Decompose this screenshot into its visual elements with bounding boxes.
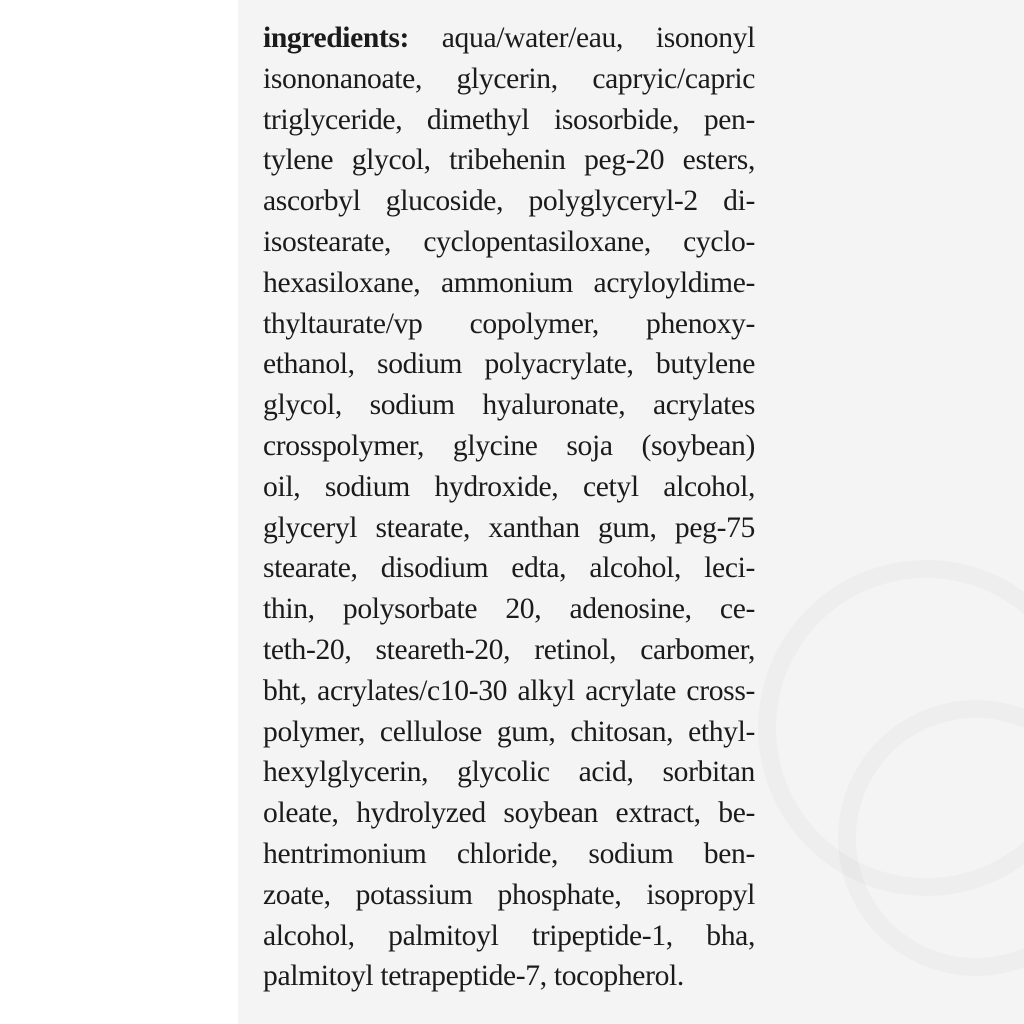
ingredients-line: tylene glycol, tribehenin peg-20 esters,	[263, 144, 755, 177]
ingredients-list	[263, 18, 763, 997]
ingredients-line: hexylglycerin, glycolic acid, sorbitan	[263, 756, 755, 789]
ingredients-line: thin, polysorbate 20, adenosine, ce-	[263, 593, 755, 626]
ingredients-line: stearate, disodium edta, alcohol, leci-	[263, 552, 755, 585]
ingredients-line: polymer, cellulose gum, chitosan, ethyl-	[263, 715, 755, 748]
ingredients-line: glycol, sodium hyaluronate, acrylates	[263, 389, 755, 422]
ingredients-line: crosspolymer, glycine soja (soybean)	[263, 429, 755, 462]
ingredients-line: hexasiloxane, ammonium acryloyldime-	[263, 266, 755, 299]
ingredients-line: palmitoyl tetrapeptide-7, tocopherol.	[263, 960, 684, 993]
ingredients-line: ascorbyl glucoside, polyglyceryl-2 di-	[263, 185, 755, 218]
ingredients-line: teth-20, steareth-20, retinol, carbomer,	[263, 633, 755, 666]
ingredients-line: isononanoate, glycerin, capryic/capric	[263, 62, 755, 95]
ingredients-line: oleate, hydrolyzed soybean extract, be-	[263, 797, 755, 830]
ingredients-line-text: aqua/water/eau, isononyl	[441, 22, 755, 54]
ingredients-line: alcohol, palmitoyl tripeptide-1, bha,	[263, 919, 755, 952]
ingredients-line: zoate, potassium phosphate, isopropyl	[263, 878, 755, 911]
background-watermark-shape	[758, 560, 1024, 896]
ingredients-line: thyltaurate/vp copolymer, phenoxy-	[263, 307, 755, 340]
ingredients-line: hentrimonium chloride, sodium ben-	[263, 837, 755, 870]
ingredients-line: oil, sodium hydroxide, cetyl alcohol,	[263, 470, 755, 503]
ingredients-line	[263, 18, 755, 59]
background-watermark-shape	[838, 700, 1024, 976]
ingredients-heading: ingredients:	[263, 22, 409, 54]
ingredients-line: isostearate, cyclopentasiloxane, cyclo-	[263, 225, 755, 258]
ingredients-line: glyceryl stearate, xanthan gum, peg-75	[263, 511, 755, 544]
ingredients-line: ethanol, sodium polyacrylate, butylene	[263, 348, 755, 381]
ingredients-line: triglyceride, dimethyl isosorbide, pen-	[263, 103, 755, 136]
ingredients-line: bht, acrylates/c10-30 alkyl acrylate cross-	[263, 674, 755, 707]
